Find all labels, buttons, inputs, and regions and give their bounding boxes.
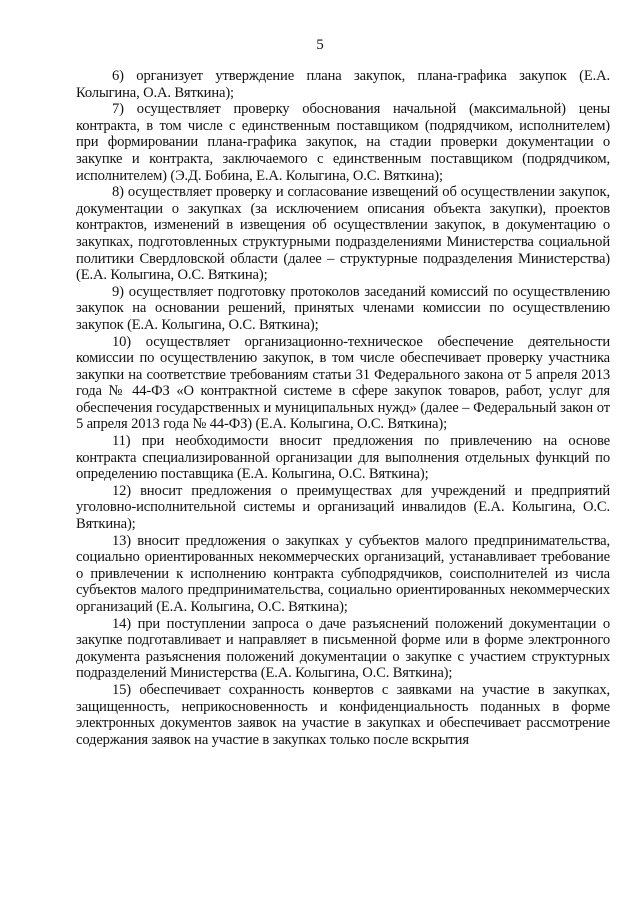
page-number: 5 [316, 37, 324, 53]
paragraph-item-12: 12) вносит предложения о преимуществах для учреждений и предприятий уголовно-исполнительной системы и организаций инвалидов (Е.А. Колыгина, О.С. Вяткина); [76, 482, 610, 533]
paragraph-item-9: 9) осуществляет подготовку протоколов заседаний комиссий по осуществлению закупок на основании решений, принятых членами комиссии по осуществлению закупок (Е.А. Колыгина, О.С. Вяткина); [76, 283, 610, 333]
paragraph-item-10: 10) осуществляет организационно-техническое обеспечение деятельности комиссии по осуществлению закупок, в том числе обеспечивает проверку участника закупки на соответствие требованиям статьи 31 Федерального закона от 5 апреля 2013 года № 44-ФЗ «О контрактной системе в сфере закупок товаров, работ, услуг для обеспечения государственных и муниципальных нужд» (далее – Федеральный закон от 5 апреля 2013 года № 44-ФЗ) (Е.А. Колыгина, О.С. Вяткина); [76, 333, 610, 433]
paragraph-item-14: 14) при поступлении запроса о даче разъяснений положений документации о закупке подготавливает и направляет в письменной форме или в форме электронного документа разъяснения положений документации о закупке с участием структурных подразделений Министерства (Е.А. Колыгина, О.С. Вяткина); [76, 615, 610, 682]
paragraph-item-13: 13) вносит предложения о закупках у субъектов малого предпринимательства, социально ориентированных некоммерческих организаций, устанавливает требование о привлечении к исполнению контракта субподрядчиков, соисполнителей из числа субъектов малого предпринимательства, социально ориентированных некоммерческих организаций (Е.А. Колыгина, О.С. Вяткина); [76, 532, 610, 615]
paragraph-item-7: 7) осуществляет проверку обоснования начальной (максимальной) цены контракта, в том числе с единственным поставщиком (подрядчиком, исполнителем) при формировании плана-графика закупок, на стадии проверки документации о закупке и контракта, заключаемого с единственным поставщиком (подрядчиком, исполнителем) (Э.Д. Бобина, Е.А. Колыгина, О.С. Вяткина); [76, 101, 610, 184]
paragraph-item-6: 6) организует утверждение плана закупок, плана-графика закупок (Е.А. Колыгина, О.А. Вяткина); [76, 68, 610, 101]
paragraph-item-11: 11) при необходимости вносит предложения по привлечению на основе контракта специализированной организации для выполнения отдельных функций по определению поставщика (Е.А. Колыгина, О.С. Вяткина); [76, 433, 610, 483]
document-body [76, 68, 610, 748]
paragraph-item-15: 15) обеспечивает сохранность конвертов с заявками на участие в закупках, защищенность, неприкосновенность и конфиденциальность поданных в форме электронных документов заявок на участие в закупках и обеспечивает рассмотрение содержания заявок на участие в закупках только после вскрытия [76, 681, 610, 748]
paragraph-item-8: 8) осуществляет проверку и согласование извещений об осуществлении закупок, документации о закупках (за исключением описания объекта закупки), проектов контрактов, изменений в извещения об осуществлении закупок, в документацию о закупках, подготовленных структурными подразделениями Министерства социальной политики Свердловской области (далее – структурные подразделения Министерства) (Е.А. Колыгина, О.С. Вяткина); [76, 184, 610, 284]
